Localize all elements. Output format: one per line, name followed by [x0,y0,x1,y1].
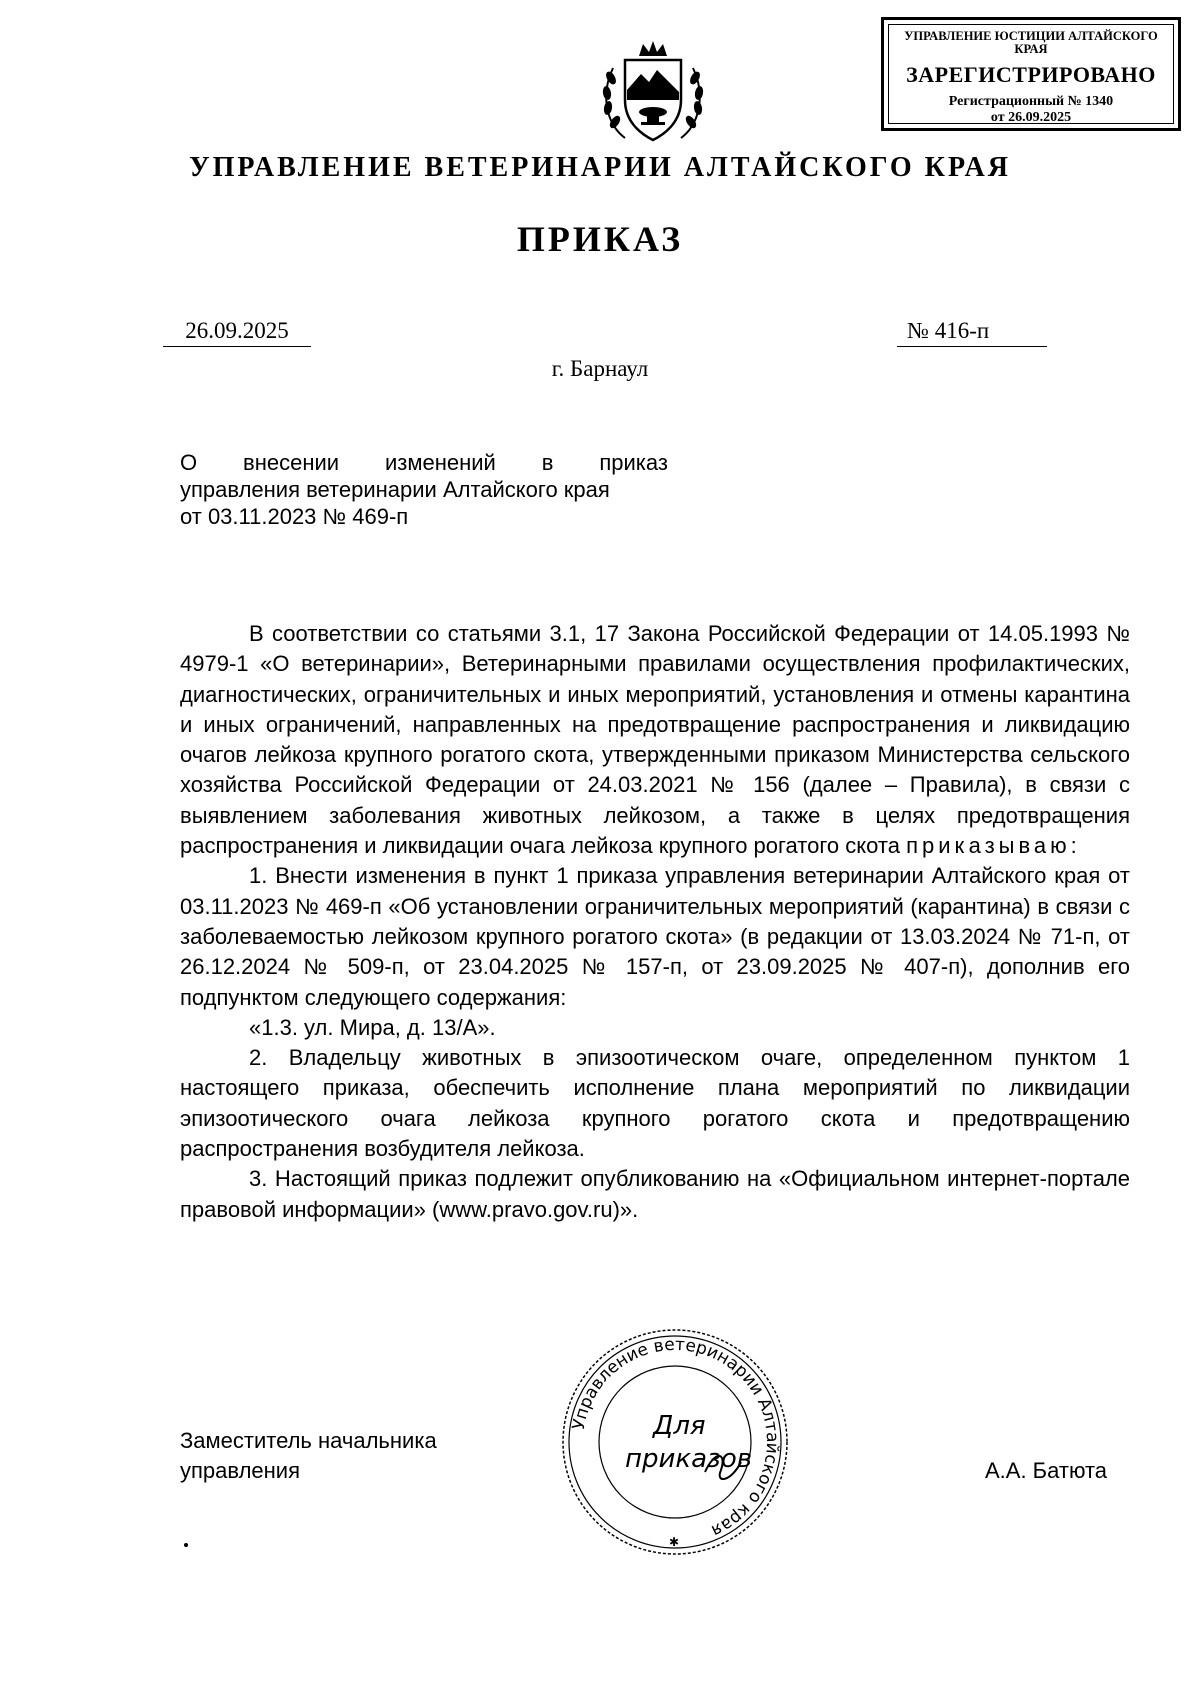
seal-center-line: приказов [625,1444,753,1474]
item-1-subpoint: «1.3. ул. Мира, д. 13/А». [249,1014,496,1040]
subject-line: от 03.11.2023 № 469-п [180,504,409,529]
stray-dot [184,1543,188,1547]
signer-title-line: Заместитель начальника [180,1428,437,1453]
preamble-text: В соответствии со статьями 3.1, 17 Закона Российской Федерации от 14.05.1993 № 4979-1 «О ветеринарии», Ветеринарными правилами осуществления профилактических, диагностических, ограничительных и иных мероприятий, установления и отмены карантина и иных ограничений, направленных на предотвращение распространения и ликвидацию очагов лейкоза крупного рогатого скота, утвержденными приказом Министерства сельского хозяйства Российской Федерации от 24.03.2021 № 156 (далее – Правила), в связи с выявлением заболевания животных лейкозом, а также в целях предотвращения распространения и ликвидации очага лейкоза крупного рогатого скота [180,621,1130,859]
document-city: г. Барнаул [551,356,649,381]
item-1-paragraph: 1. Внести изменения в пункт 1 приказа управления ветеринарии Алтайского края от 03.11.2023 № 469-п «Об установлении ограничительных мероприятий (карантина) в связи с заболеваемостью лейкозом крупного рогатого скота» (в редакции от 13.03.2024 № 71-п, от 26.12.2024 № 509-п, от 23.04.2025 № 157-п, от 23.09.2025 № 407-п), дополнив его подпунктом следующего содержания: [180,863,1130,1010]
organization-title: УПРАВЛЕНИЕ ВЕТЕРИНАРИИ АЛТАЙСКОГО КРАЯ [189,152,1011,183]
registration-stamp-frame [888,24,1174,124]
registration-stamp [881,17,1181,131]
seal-ring-path: Управление ветеринарии Алтайского края [568,1334,783,1541]
signer-title-line: управления [180,1458,300,1483]
preamble-paragraph [180,619,1130,861]
document-type: ПРИКАЗ [516,219,684,259]
registration-number: Регистрационный № 1340 [948,94,1114,109]
order-colon: : [1070,833,1077,859]
subject-line: управления ветеринарии Алтайского края [180,477,610,502]
official-seal [555,1322,795,1562]
document-body [180,619,1130,1225]
seal-star-icon: ✱ [669,1535,680,1549]
document-number: № 416-п [897,318,1047,347]
signer-title [180,1426,437,1486]
signer-name: А.А. Батюта [985,1458,1108,1483]
order-word: приказываю [906,833,1071,859]
document-subject [180,449,668,530]
seal-center-line: Для [653,1411,706,1441]
document-date: 26.09.2025 [163,318,311,347]
item-3-paragraph: 3. Настоящий приказ подлежит опубликованию на «Официальном интернет-портале правовой информации» (www.pravo.gov.ru)». [180,1166,1130,1222]
altai-krai-coat-of-arms-icon [595,38,711,146]
registration-date: от 26.09.2025 [990,110,1072,125]
registration-agency: УПРАВЛЕНИЕ ЮСТИЦИИ АЛТАЙСКОГО КРАЯ [904,29,1158,56]
subject-line: О внесении изменений в приказ [180,450,668,475]
registration-status: ЗАРЕГИСТРИРОВАНО [906,62,1156,87]
item-2-paragraph: 2. Владельцу животных в эпизоотическом очаге, определенном пунктом 1 настоящего приказа, обеспечить исполнение плана мероприятий по ликвидации эпизоотического очага лейкоза крупного рогатого скота и предотвращению распространения возбудителя лейкоза. [180,1045,1130,1162]
